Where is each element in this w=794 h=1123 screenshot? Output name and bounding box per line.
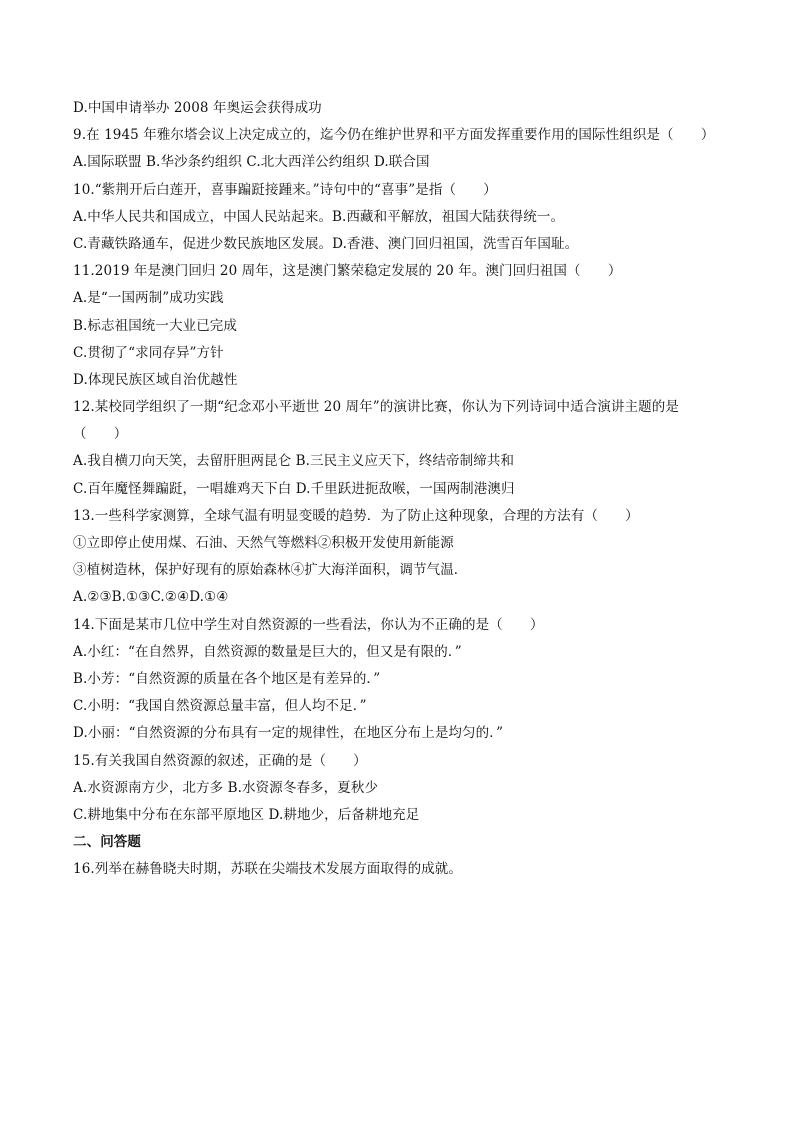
question-9-options: A.国际联盟 B.华沙条约组织 C.北大西洋公约组织 D.联合国 (73, 154, 430, 171)
question-13-options: A.②③B.①③C.②④D.①④ (73, 589, 229, 606)
question-15-options-cd: C.耕地集中分布在东部平原地区 D.耕地少，后备耕地充足 (73, 806, 420, 823)
question-12: 12.某校同学组织了一期“纪念邓小平逝世 20 周年”的演讲比赛，你认为下列诗词中适合演讲主题的是 (73, 399, 679, 416)
question-11: 11.2019 年是澳门回归 20 周年，这是澳门繁荣稳定发展的 20 年。澳门回归祖国（ ） (73, 263, 622, 280)
question-14-option-a: A.小红：“在自然界，自然资源的数量是巨大的，但又是有限的．” (73, 643, 462, 660)
question-14-option-b: B.小芳：“自然资源的质量在各个地区是有差异的．” (73, 670, 381, 687)
question-12-options-cd: C.百年魔怪舞蹁跹，一唱雄鸡天下白 D.千里跃进扼敌喉，一国两制港澳归 (73, 480, 515, 497)
document-content (73, 95, 733, 883)
question-10: 10.“紫荆开后白莲开，喜事蹁跹接踵来。”诗句中的“喜事”是指（ ） (73, 181, 497, 198)
question-10-options-ab: A.中华人民共和国成立，中国人民站起来。B.西藏和平解放，祖国大陆获得统一。 (73, 208, 565, 225)
question-14-option-d: D.小丽：“自然资源的分布具有一定的规律性，在地区分布上是均匀的．” (73, 725, 504, 742)
question-15: 15.有关我国自然资源的叙述，正确的是（ ） (73, 752, 367, 769)
option-d-olympics: D.中国申请举办 2008 年奥运会获得成功 (73, 100, 322, 116)
question-14-option-c: C.小明：“我国自然资源总量丰富，但人均不足．” (73, 698, 367, 715)
section-heading-qa: 二、问答题 (73, 834, 141, 851)
question-13-items-34: ③植树造林，保护好现有的原始森林④扩大海洋面积，调节气温． (73, 562, 468, 579)
question-10-options-cd: C.青藏铁路通车，促进少数民族地区发展。D.香港、澳门回归祖国，洗雪百年国耻。 (73, 235, 579, 252)
question-13-items-12: ①立即停止使用煤、石油、天然气等燃料②积极开发使用新能源 (73, 535, 454, 551)
question-13: 13.一些科学家测算，全球气温有明显变暖的趋势．为了防止这种现象，合理的方法有（ ） (73, 507, 639, 524)
question-15-options-ab: A.水资源南方少，北方多 B.水资源冬春多，夏秋少 (73, 779, 379, 796)
question-12-options-ab: A.我自横刀向天笑，去留肝胆两昆仑 B.三民主义应天下，终结帝制缔共和 (73, 453, 515, 470)
question-9: 9.在 1945 年雅尔塔会议上决定成立的，迄今仍在维护世界和平方面发挥重要作用的国际性组织是（ ） (73, 127, 715, 144)
question-11-option-b: B.标志祖国统一大业已完成 (73, 317, 238, 334)
question-16: 16.列举在赫鲁晓夫时期，苏联在尖端技术发展方面取得的成就。 (73, 861, 462, 878)
question-14: 14.下面是某市几位中学生对自然资源的一些看法，你认为不正确的是（ ） (73, 616, 544, 633)
question-11-option-d: D.体现民族区域自治优越性 (73, 371, 238, 388)
question-12-blank: （ ） (73, 426, 128, 443)
question-11-option-c: C.贯彻了“求同存异”方针 (73, 344, 224, 361)
question-11-option-a: A.是“一国两制”成功实践 (73, 290, 224, 307)
